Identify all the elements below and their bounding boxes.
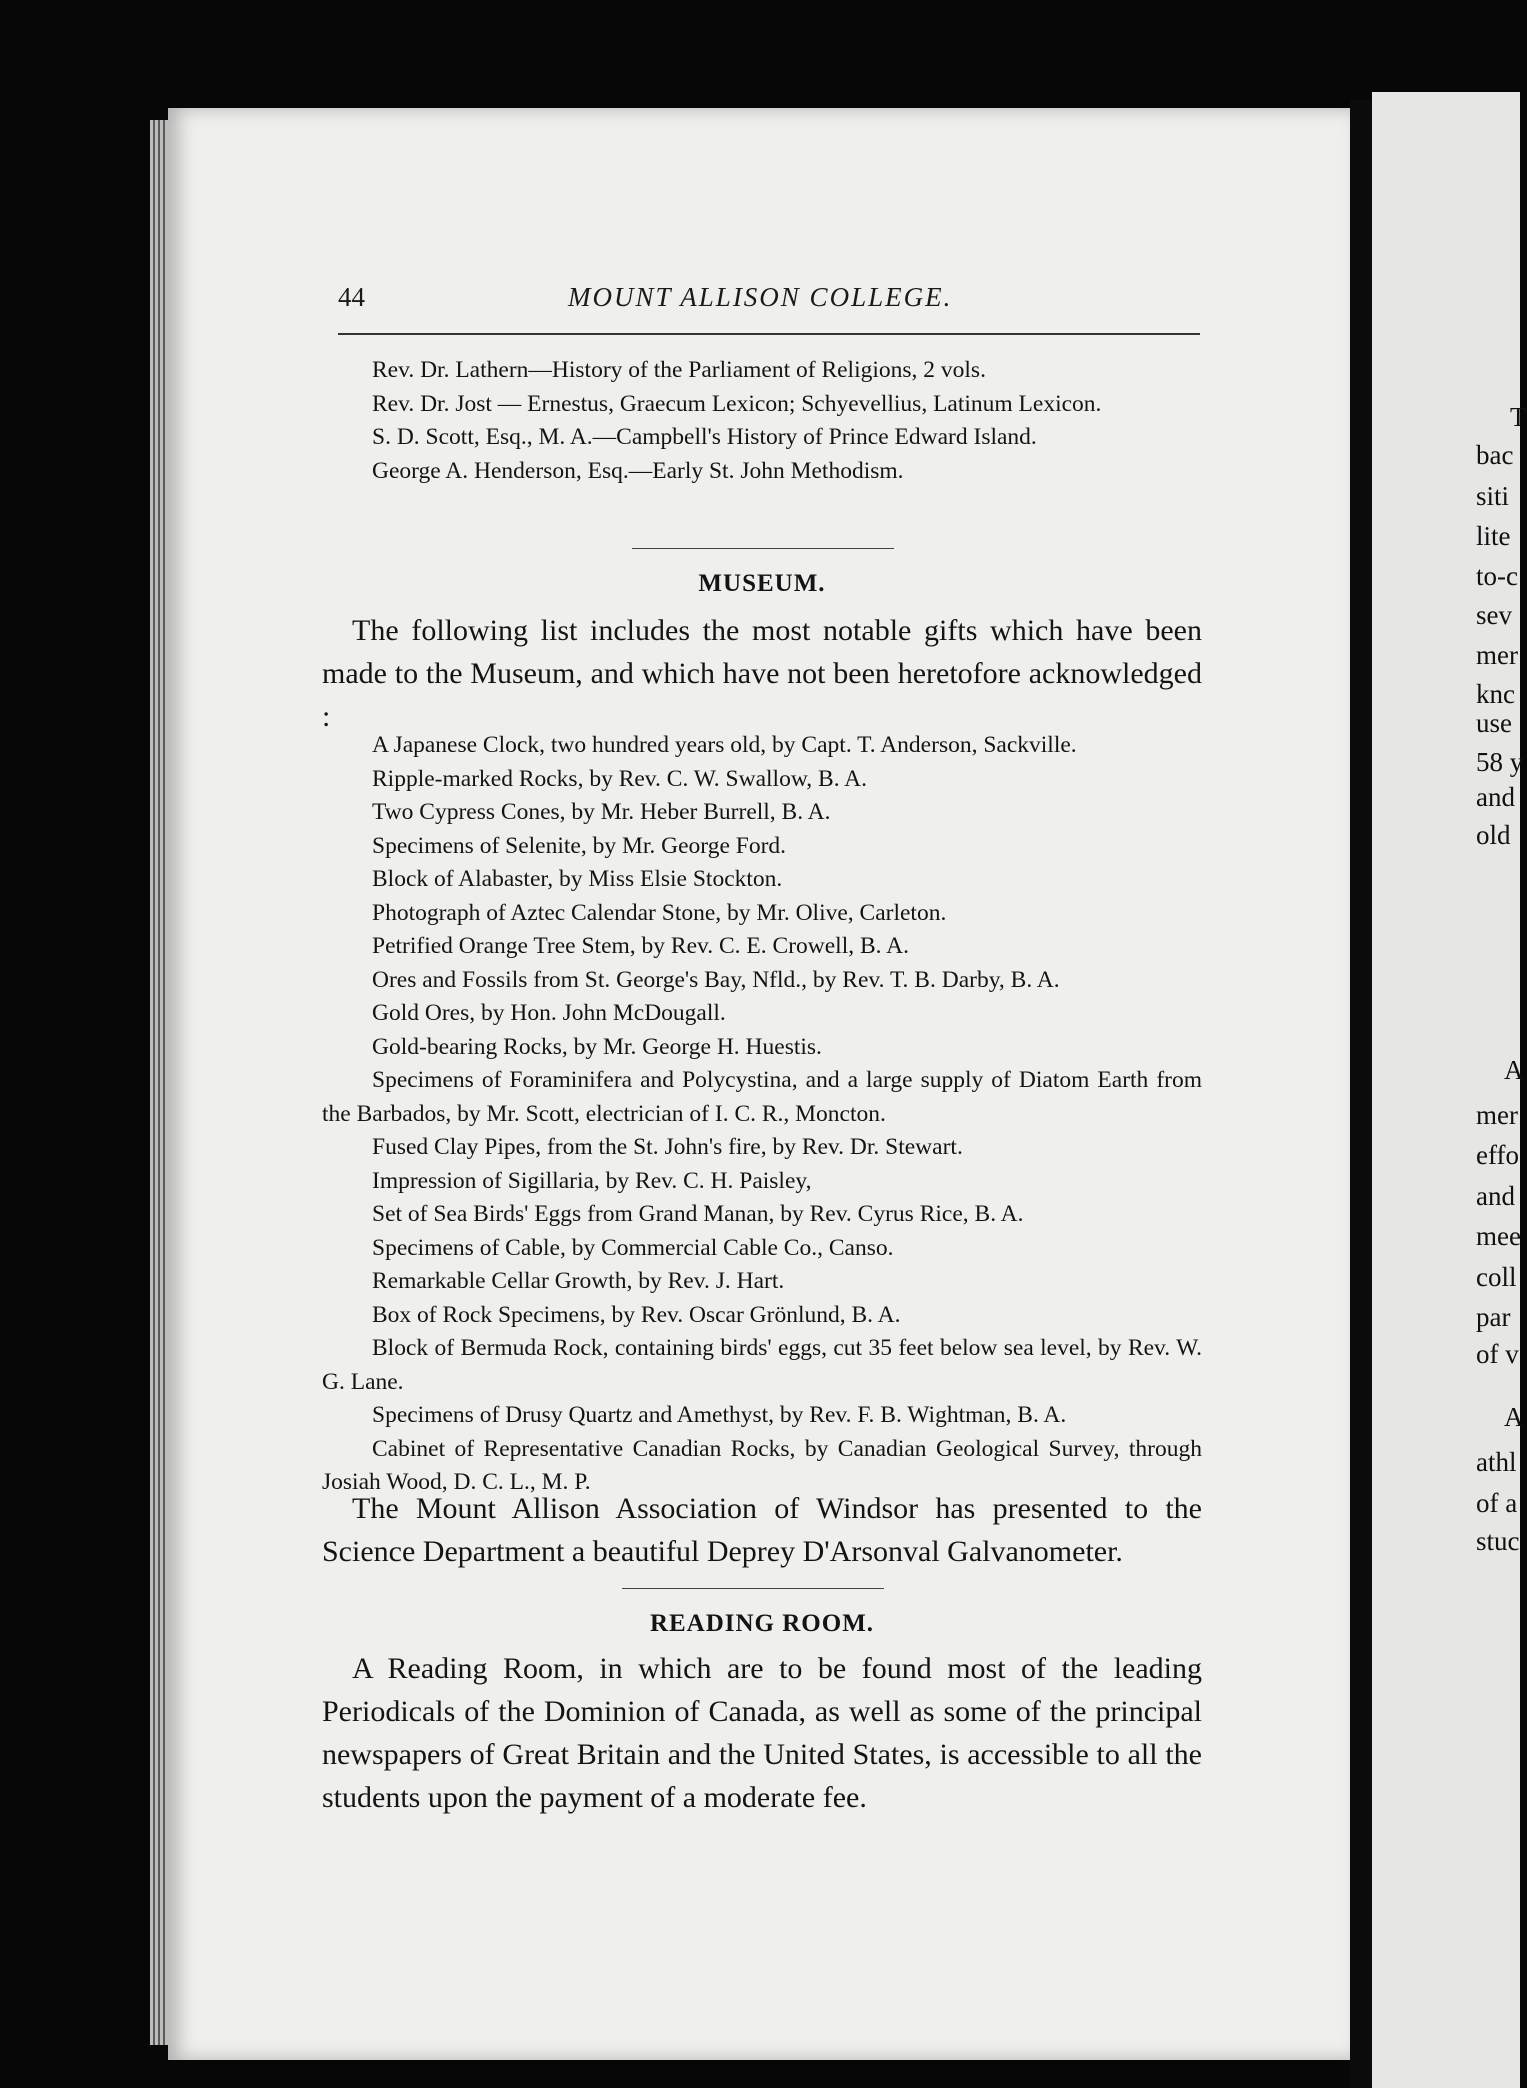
- library-gift-item: Rev. Dr. Jost — Ernestus, Graecum Lexicon; Schyevellius, Latinum Lexicon.: [372, 390, 1102, 417]
- museum-gift-item: Specimens of Selenite, by Mr. George Ford.: [372, 832, 787, 859]
- facing-page-fragment: mer: [1476, 640, 1518, 670]
- facing-page-fragment: sev: [1476, 600, 1512, 630]
- museum-gifts-list: [322, 729, 1202, 1500]
- facing-page-fragment: and: [1476, 1181, 1515, 1211]
- library-gift-item: Rev. Dr. Lathern—History of the Parliament of Religions, 2 vols.: [372, 357, 986, 383]
- facing-page-fragment: effo: [1476, 1140, 1519, 1170]
- museum-gift-item: Two Cypress Cones, by Mr. Heber Burrell, B. A.: [372, 799, 831, 825]
- library-gifts-list: [322, 354, 1202, 488]
- museum-gift-item: Petrified Orange Tree Stem, by Rev. C. E. Crowell, B. A.: [372, 933, 909, 959]
- facing-page-fragment: A: [1504, 1402, 1524, 1432]
- facing-page-fragment: mer: [1476, 1100, 1518, 1130]
- facing-page-fragment: knc: [1476, 679, 1515, 709]
- museum-gift-item: Ores and Fossils from St. George's Bay, Nfld., by Rev. T. B. Darby, B. A.: [372, 966, 1060, 993]
- facing-page-fragment: par: [1476, 1302, 1511, 1332]
- museum-heading: MUSEUM.: [698, 570, 826, 597]
- page-header: [338, 282, 1198, 322]
- facing-page-fragment: lite: [1476, 521, 1511, 551]
- museum-gift-item: Gold Ores, by Hon. John McDougall.: [372, 1000, 726, 1026]
- museum-gift-item: Set of Sea Birds' Eggs from Grand Manan, by Rev. Cyrus Rice, B. A.: [372, 1201, 1024, 1227]
- windsor-note-text: The Mount Allison Association of Windsor has presented to the Science Department a beautiful Deprey D'Arsonval Galvanometer.: [322, 1492, 1202, 1568]
- museum-gift-item: Gold-bearing Rocks, by Mr. George H. Huestis.: [372, 1033, 822, 1060]
- museum-gift-item: Block of Alabaster, by Miss Elsie Stockton.: [372, 866, 783, 892]
- facing-page-fragment: old: [1476, 820, 1511, 850]
- running-title: MOUNT ALLISON COLLEGE.: [568, 282, 953, 312]
- museum-gift-item: Cabinet of Representative Canadian Rocks, by Canadian Geological Survey, through Josiah Wood, D. C. L., M. P.: [322, 1435, 1202, 1495]
- museum-gift-item: Specimens of Foraminifera and Polycystina, and a large supply of Diatom Earth from the Barbados, by Mr. Scott, electrician of I. C. R., Moncton.: [322, 1067, 1202, 1127]
- page-number: 44: [338, 282, 365, 312]
- museum-intro: [322, 609, 1202, 738]
- museum-gift-item: Ripple-marked Rocks, by Rev. C. W. Swallow, B. A.: [372, 765, 868, 792]
- reading-room-heading: READING ROOM.: [649, 1610, 875, 1637]
- facing-page-fragment: athl: [1476, 1447, 1517, 1477]
- facing-page-fragment: and: [1476, 782, 1515, 812]
- reading-room-text: A Reading Room, in which are to be found most of the leading Periodicals of the Dominion of Canada, as well as some of the principal newspapers of Great Britain and the United States, is accessible to all the students upon the payment of a moderate fee.: [322, 1652, 1202, 1814]
- section-divider: [632, 548, 894, 549]
- museum-intro-text: The following list includes the most notable gifts which have been made to the Museum, and which have not been heretofore acknowledged :: [322, 614, 1202, 733]
- page-edges: [150, 120, 170, 2045]
- museum-gift-item: Specimens of Drusy Quartz and Amethyst, by Rev. F. B. Wightman, B. A.: [372, 1402, 1067, 1428]
- facing-page-fragment: siti: [1476, 481, 1510, 511]
- museum-gift-item: Photograph of Aztec Calendar Stone, by Mr. Olive, Carleton.: [372, 899, 947, 926]
- museum-gift-item: Specimens of Cable, by Commercial Cable Co., Canso.: [372, 1234, 894, 1261]
- library-gift-item: S. D. Scott, Esq., M. A.—Campbell's History of Prince Edward Island.: [372, 424, 1037, 450]
- facing-page-fragment: T: [1510, 402, 1527, 432]
- museum-gift-item: Impression of Sigillaria, by Rev. C. H. Paisley,: [372, 1167, 812, 1194]
- facing-page-fragment: to-c: [1476, 561, 1518, 591]
- facing-page-fragment: stuc: [1476, 1526, 1520, 1556]
- windsor-note: [322, 1487, 1202, 1573]
- facing-page-fragment: 58 y: [1476, 747, 1524, 777]
- header-rule: [338, 333, 1200, 335]
- reading-room-body: [322, 1647, 1202, 1819]
- book-gutter: [1350, 100, 1372, 2088]
- facing-page-fragment: coll: [1476, 1262, 1517, 1292]
- facing-page-fragment: use: [1476, 708, 1512, 738]
- museum-gift-item: Remarkable Cellar Growth, by Rev. J. Hart.: [372, 1268, 785, 1294]
- facing-page: [1372, 92, 1520, 2088]
- museum-gift-item: Fused Clay Pipes, from the St. John's fire, by Rev. Dr. Stewart.: [372, 1134, 963, 1160]
- museum-gift-item: Block of Bermuda Rock, containing birds' eggs, cut 35 feet below sea level, by Rev. W. G. Lane.: [322, 1335, 1202, 1395]
- facing-page-fragment: A: [1504, 1055, 1524, 1085]
- museum-gift-item: A Japanese Clock, two hundred years old, by Capt. T. Anderson, Sackville.: [372, 732, 1077, 758]
- museum-gift-item: Box of Rock Specimens, by Rev. Oscar Grönlund, B. A.: [372, 1301, 901, 1328]
- facing-page-fragment: of a: [1476, 1488, 1518, 1518]
- facing-page-fragment: mee: [1476, 1221, 1521, 1251]
- section-divider: [622, 1588, 884, 1589]
- library-gift-item: George A. Henderson, Esq.—Early St. John Methodism.: [372, 457, 904, 484]
- facing-page-fragment: of v: [1476, 1339, 1519, 1369]
- facing-page-fragment: bac: [1476, 440, 1514, 470]
